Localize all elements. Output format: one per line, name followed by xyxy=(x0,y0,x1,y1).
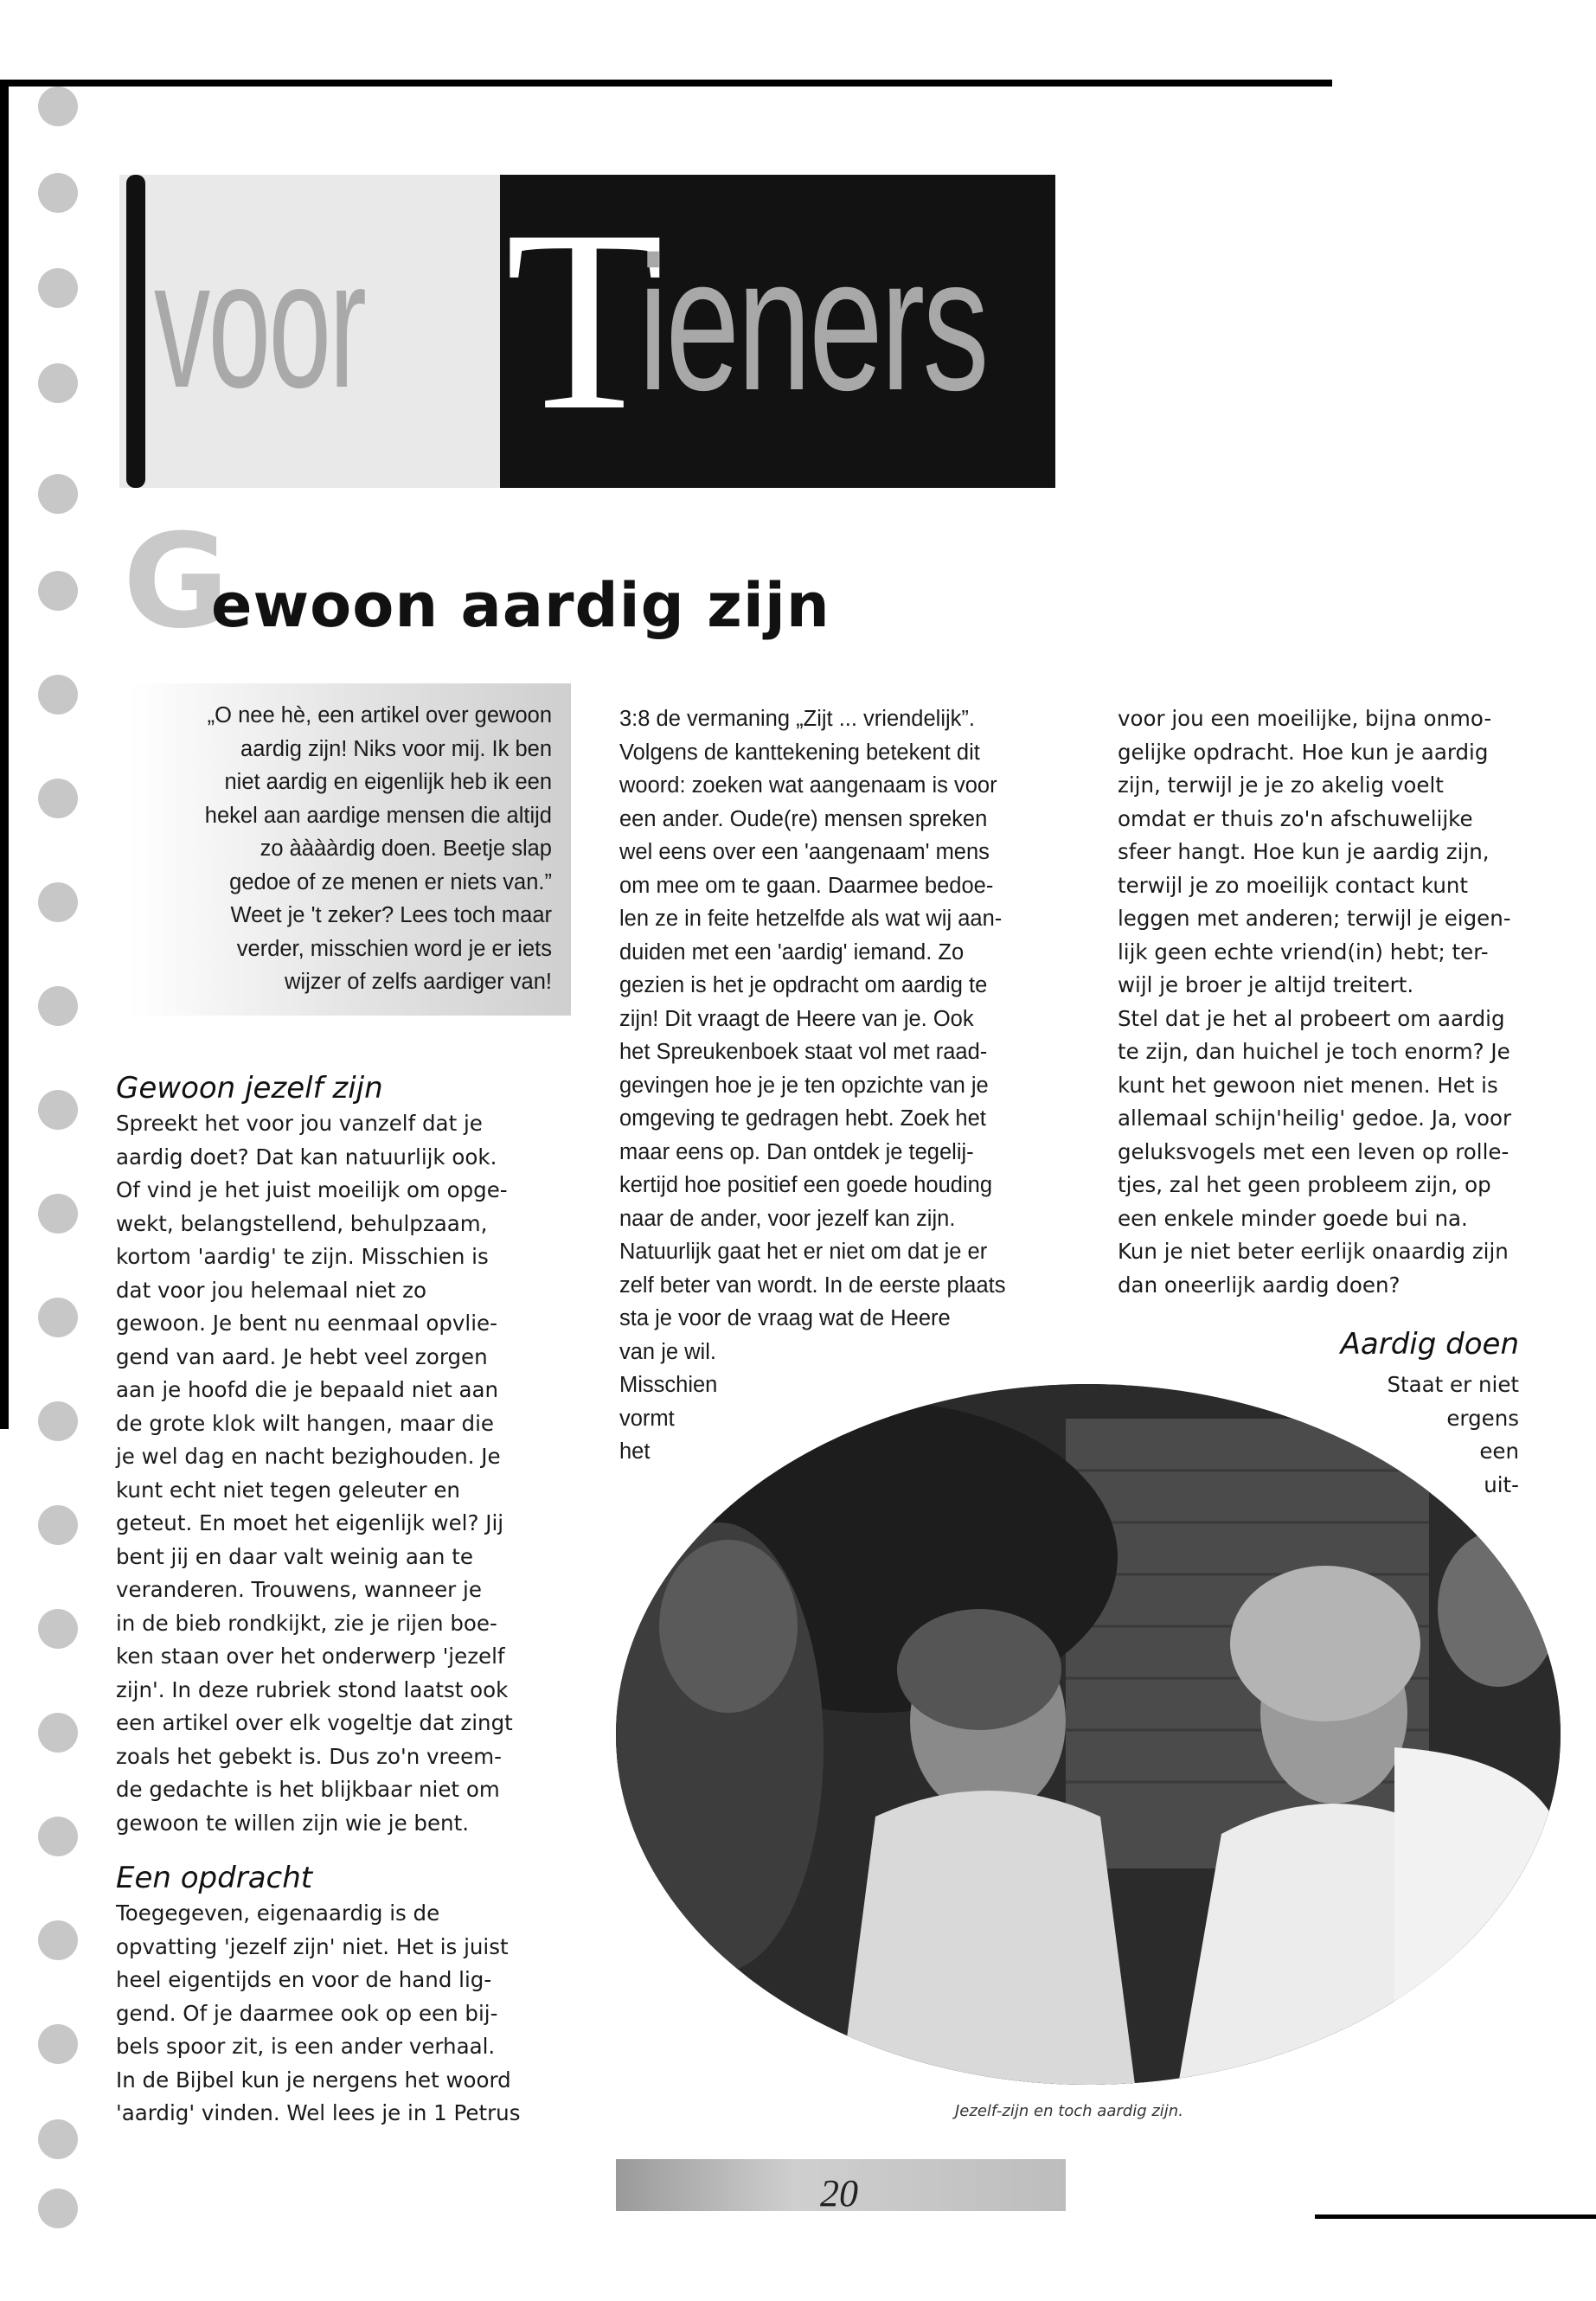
binder-hole xyxy=(38,1920,78,1960)
text-line: te zijn, dan huichel je toch enorm? Je xyxy=(1118,1039,1510,1064)
page-number: 20 xyxy=(820,2172,858,2214)
photo-teenagers xyxy=(616,1384,1561,2085)
article-title: ewoon aardig zijn xyxy=(211,570,830,641)
text-line: wekt, belangstellend, behulpzaam, xyxy=(116,1210,488,1236)
text-line: aardig doet? Dat kan natuurlijk ook. xyxy=(116,1144,497,1170)
binder-hole xyxy=(38,2024,78,2064)
masthead-tieners-initial: T xyxy=(505,176,664,464)
text-line: van je wil. xyxy=(619,1339,716,1364)
masthead xyxy=(119,175,1055,488)
binder-hole xyxy=(38,1194,78,1234)
text-line: gend van aard. Je hebt veel zorgen xyxy=(116,1343,488,1369)
binder-hole xyxy=(38,173,78,213)
binder-hole xyxy=(38,571,78,611)
binder-hole xyxy=(38,882,78,922)
intro-line: Weet je 't zeker? Lees toch maar xyxy=(230,903,552,927)
text-line: een artikel over elk vogeltje dat zingt xyxy=(116,1710,513,1735)
text-line: Toegegeven, eigenaardig is de xyxy=(116,1900,440,1926)
text-line: woord: zoeken wat aangenaam is voor xyxy=(619,773,997,798)
text-line: 3:8 de vermaning „Zijt ... vriendelijk”. xyxy=(619,707,975,731)
text-line: dat voor jou helemaal niet zo xyxy=(116,1277,427,1303)
column-3 xyxy=(1118,702,1567,1302)
text-line: zijn! Dit vraagt de Heere van je. Ook xyxy=(619,1006,974,1031)
title-initial: G xyxy=(123,507,230,657)
text-line: opvatting 'jezelf zijn' niet. Het is juist xyxy=(116,1933,509,1959)
binder-hole xyxy=(38,675,78,715)
text-line: allemaal schijn'heilig' gedoe. Ja, voor xyxy=(1118,1106,1512,1131)
text-line: zijn, terwijl je je zo akelig voelt xyxy=(1118,772,1444,798)
binder-hole xyxy=(38,1713,78,1753)
binder-hole xyxy=(38,2119,78,2159)
text-line: geteut. En moet het eigenlijk wel? Jij xyxy=(116,1510,504,1535)
text-line: Of vind je het juist moeilijk om opge- xyxy=(116,1177,508,1202)
intro-line: „O nee hè, een artikel over gewoon xyxy=(207,703,552,727)
text-line: je wel dag en nacht bezighouden. Je xyxy=(116,1444,501,1469)
text-line: uit- xyxy=(1484,1471,1519,1497)
text-line: omdat er thuis zo'n afschuwelijke xyxy=(1118,805,1473,831)
text-line: Spreekt het voor jou vanzelf dat je xyxy=(116,1111,483,1136)
text-line: Kun je niet beter eerlijk onaardig zijn xyxy=(1118,1239,1509,1264)
text-line: zoals het gebekt is. Dus zo'n vreem- xyxy=(116,1743,502,1769)
binder-hole xyxy=(38,1298,78,1337)
text-line: kunt echt niet tegen geleuter en xyxy=(116,1477,460,1503)
text-line: gewoon. Je bent nu eenmaal opvlie- xyxy=(116,1311,497,1336)
masthead-voor: voor xyxy=(154,222,365,426)
binder-hole xyxy=(38,268,78,308)
text-line: gezien is het je opdracht om aardig te xyxy=(619,973,988,997)
text-line: duiden met een 'aardig' iemand. Zo xyxy=(619,939,965,965)
intro-line: gedoe of ze menen er niets van.” xyxy=(229,869,552,894)
text-line: zijn'. In deze rubriek stond laatst ook xyxy=(116,1676,509,1702)
text-line: de gedachte is het blijkbaar niet om xyxy=(116,1777,500,1802)
intro-line: aardig zijn! Niks voor mij. Ik ben xyxy=(240,736,552,761)
paragraph-een-opdracht xyxy=(116,1897,566,2131)
text-line: ken staan over het onderwerp 'jezelf xyxy=(116,1644,505,1669)
text-line: Volgens de kanttekening betekent dit xyxy=(619,740,980,765)
text-line: Misschien xyxy=(619,1373,718,1397)
text-line: sta je voor de vraag wat de Heere xyxy=(619,1306,951,1330)
binder-hole xyxy=(38,474,78,514)
text-line: het xyxy=(619,1439,651,1464)
intro-line: verder, misschien word je er iets xyxy=(236,936,552,961)
text-line: om mee om te gaan. Daarmee bedoe- xyxy=(619,873,994,898)
binder-hole xyxy=(38,986,78,1026)
text-line: wel eens over een 'aangenaam' mens xyxy=(619,840,990,864)
paragraph-gewoon-jezelf-zijn xyxy=(116,1107,566,1840)
heading-aardig-doen: Aardig doen xyxy=(1340,1327,1519,1362)
text-line: Staat er niet xyxy=(1387,1372,1519,1397)
binder-hole xyxy=(38,2189,78,2228)
bottom-rule xyxy=(1315,2214,1596,2219)
text-line: kertijd hoe positief een goede houding xyxy=(619,1173,992,1197)
masthead-brush-stroke xyxy=(126,175,145,488)
text-line: een ander. Oude(re) mensen spreken xyxy=(619,806,988,831)
text-line: lijk geen echte vriend(in) hebt; ter- xyxy=(1118,939,1489,965)
text-line: gend. Of je daarmee ook op een bij- xyxy=(116,2000,498,2026)
masthead-tieners-rest: ieners xyxy=(638,217,987,430)
binder-hole xyxy=(38,1505,78,1545)
text-line: naar de ander, voor jezelf kan zijn. xyxy=(619,1206,956,1231)
photo-caption: Jezelf-zijn en toch aardig zijn. xyxy=(955,2102,1183,2120)
column-2-wrap-text xyxy=(619,1368,792,1469)
text-line: heel eigentijds en voor de hand lig- xyxy=(116,1967,492,1992)
text-line: Natuurlijk gaat het er niet om dat je er xyxy=(619,1240,988,1264)
text-line: sfeer hangt. Hoe kun je aardig zijn, xyxy=(1118,839,1490,864)
text-line: dan oneerlijk aardig doen? xyxy=(1118,1272,1401,1298)
binder-holes xyxy=(0,0,104,2301)
column-1 xyxy=(116,1069,566,2131)
text-line: wijl je broer je altijd treitert. xyxy=(1118,972,1414,997)
top-rule xyxy=(0,80,1332,87)
text-line: veranderen. Trouwens, wanneer je xyxy=(116,1577,482,1602)
text-line: in de bieb rondkijkt, zie je rijen boe- xyxy=(116,1610,497,1636)
binder-hole xyxy=(38,363,78,403)
binder-hole xyxy=(38,779,78,818)
text-line: 'aardig' vinden. Wel lees je in 1 Petrus xyxy=(116,2100,521,2125)
text-line: ergens xyxy=(1446,1405,1519,1431)
intro-line: wijzer of zelfs aardiger van! xyxy=(285,970,552,994)
text-line: kortom 'aardig' te zijn. Misschien is xyxy=(116,1244,489,1269)
text-line: omgeving te gedragen hebt. Zoek het xyxy=(619,1106,986,1131)
text-line: gewoon te willen zijn wie je bent. xyxy=(116,1810,469,1836)
text-line: kunt het gewoon niet menen. Het is xyxy=(1118,1072,1498,1098)
text-line: vormt xyxy=(619,1406,675,1431)
text-line: een enkele minder goede bui na. xyxy=(1118,1205,1468,1231)
text-line: len ze in feite hetzelfde als wat wij aan- xyxy=(619,907,1003,931)
text-line: terwijl je zo moeilijk contact kunt xyxy=(1118,872,1469,898)
binder-hole xyxy=(38,1401,78,1441)
column-2 xyxy=(619,702,1069,1368)
text-line: maar eens op. Dan ontdek je tegelij- xyxy=(619,1139,974,1164)
text-line: zelf beter van wordt. In de eerste plaats xyxy=(619,1272,1006,1298)
binder-hole xyxy=(38,1817,78,1856)
intro-line: zo ààààrdig doen. Beetje slap xyxy=(260,836,552,861)
heading-een-opdracht: Een opdracht xyxy=(116,1861,313,1895)
text-line: gevingen hoe je je ten opzichte van je xyxy=(619,1073,989,1098)
text-line: aan je hoofd die je bepaald niet aan xyxy=(116,1377,499,1402)
photo-illustration xyxy=(616,1384,1561,2085)
text-line: een xyxy=(1479,1439,1519,1464)
intro-line: niet aardig en eigenlijk heb ik een xyxy=(224,770,552,794)
binder-hole xyxy=(38,87,78,126)
binder-hole xyxy=(38,1090,78,1130)
text-line: de grote klok wilt hangen, maar die xyxy=(116,1410,494,1436)
text-line: voor jou een moeilijke, bijna onmo- xyxy=(1118,706,1492,731)
intro-text xyxy=(130,699,552,999)
heading-gewoon-jezelf-zijn: Gewoon jezelf zijn xyxy=(116,1071,383,1106)
text-line: bels spoor zit, is een ander verhaal. xyxy=(116,2034,496,2059)
text-line: het Spreukenboek staat vol met raad- xyxy=(619,1040,988,1064)
binder-hole xyxy=(38,1609,78,1649)
text-line: Stel dat je het al probeert om aardig xyxy=(1118,1005,1505,1031)
text-line: gelijke opdracht. Hoe kun je aardig xyxy=(1118,739,1489,765)
text-line: leggen met anderen; terwijl je eigen- xyxy=(1118,906,1511,931)
intro-line: hekel aan aardige mensen die altijd xyxy=(204,803,552,828)
text-line: bent jij en daar valt weinig aan te xyxy=(116,1543,473,1569)
text-line: tjes, zal het geen probleem zijn, op xyxy=(1118,1172,1491,1197)
text-line: In de Bijbel kun je nergens het woord xyxy=(116,2067,511,2093)
text-line: geluksvogels met een leven op rolle- xyxy=(1118,1138,1509,1164)
